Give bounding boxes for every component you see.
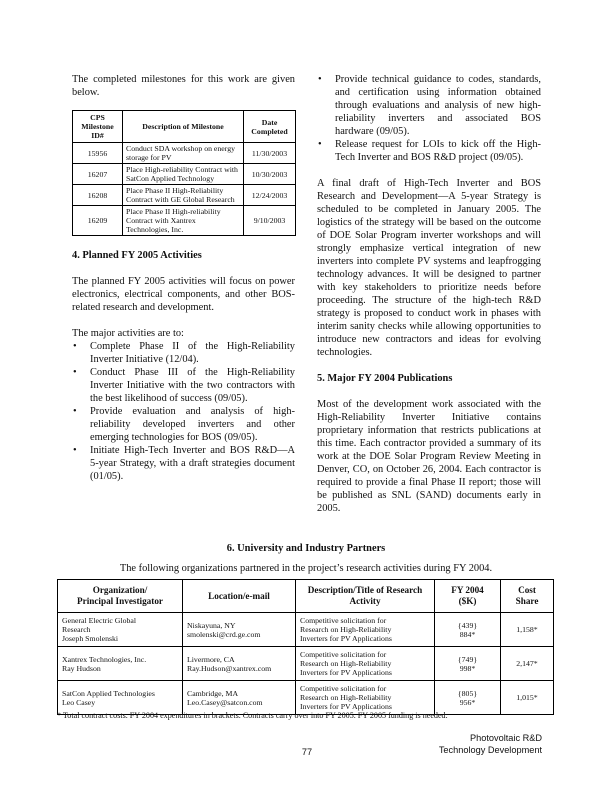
fy2004-header-line1: FY 2004 <box>451 585 484 595</box>
running-footer <box>439 733 542 756</box>
description-line: Inverters for PV Applications <box>300 702 392 711</box>
org-name: SatCon Applied Technologies <box>62 688 155 698</box>
table-row <box>73 143 296 164</box>
fy2004-expenditure: {749} <box>457 654 478 664</box>
org-name-continued: Research <box>62 625 91 634</box>
section4-heading: 4. Planned FY 2005 Activities <box>72 250 202 261</box>
fy2004-total: 884* <box>459 629 476 639</box>
email: Ray.Hudson@xantrex.com <box>187 663 272 673</box>
milestone-table <box>72 110 296 236</box>
milestone-description: Place Phase II High-Reliability Contract with GE Global Research <box>123 185 244 206</box>
org-header-line1: Organization/ <box>92 585 148 595</box>
org-cell <box>58 613 183 647</box>
description-line: Competitive solicitation for <box>300 684 387 693</box>
location-header: Location/e-mail <box>183 580 296 613</box>
org-name: General Electric Global <box>62 616 137 625</box>
milestone-id: 16207 <box>73 164 123 185</box>
fy2004-total: 956* <box>459 697 476 707</box>
email: Leo.Casey@satcon.com <box>187 697 263 707</box>
table-row <box>73 164 296 185</box>
description-line: Inverters for PV Applications <box>300 634 392 643</box>
milestone-description: Place Phase II High-reliability Contract with Xantrex Technologies, Inc. <box>123 206 244 236</box>
milestone-id-header: CPS Milestone ID# <box>73 111 123 143</box>
major-activities-intro: The major activities are to: <box>72 328 184 339</box>
principal-investigator: Ray Hudson <box>62 663 101 673</box>
cost-share-header-line2: Share <box>515 596 539 606</box>
cost-share-cell: 1,015* <box>501 681 554 715</box>
activities-list <box>72 340 295 483</box>
location-cell <box>183 681 296 715</box>
description-line: Research on High-Reliability <box>300 693 392 702</box>
fy2004-expenditure: {805} <box>457 688 478 698</box>
description-cell <box>296 613 435 647</box>
fy2004-header <box>435 580 501 613</box>
table-row <box>73 206 296 236</box>
table-footnote: * Total contract costs. FY 2004 expenditures in brackets. Contracts carry over into FY 2005. FY 2005 funding is needed. <box>57 711 448 720</box>
section6-heading: 6. University and Industry Partners <box>226 543 386 554</box>
description-header-line2: Activity <box>349 596 381 606</box>
org-header-line2: Principal Investigator <box>77 596 163 606</box>
list-item: • Complete Phase II of the High-Reliability Inverter Initiative (12/04). <box>72 340 295 366</box>
table-row <box>58 613 554 647</box>
fy2004-header-line2: ($K) <box>458 596 477 606</box>
table-row <box>58 647 554 681</box>
list-item: • Conduct Phase III of the High-Reliability Inverter Initiative with the two contractors with the best likelihood of success (09/05). <box>72 366 295 405</box>
principal-investigator: Leo Casey <box>62 697 96 707</box>
list-item: • Release request for LOIs to kick off the High-Tech Inverter and BOS R&D project (09/05). <box>317 138 541 164</box>
description-header <box>296 580 435 613</box>
location: Livermore, CA <box>187 654 235 664</box>
partners-table <box>57 579 554 715</box>
email: smolenski@crd.ge.com <box>187 629 261 639</box>
fy2004-cell <box>435 681 501 715</box>
location: Niskayuna, NY <box>187 620 236 630</box>
section5-paragraph: Most of the development work associated with the High-Reliability Inverter Initiative contains proprietary information that restricts publications at this time. Each contractor provided a summary of its work at the DOE Solar Program Review Meeting in Denver, CO, on October 26, 2004. Each contractor is required to provide a final Phase II report; those will be published as SNL (SAND) documents early in 2005. <box>317 399 541 514</box>
list-item: • Provide evaluation and analysis of high-reliability developed inverters and other emerging technologies for BOS (09/05). <box>72 405 295 444</box>
milestone-date: 10/30/2003 <box>244 164 296 185</box>
description-cell <box>296 681 435 715</box>
milestone-id: 15956 <box>73 143 123 164</box>
milestone-description: Conduct SDA workshop on energy storage for PV <box>123 143 244 164</box>
org-cell <box>58 681 183 715</box>
org-cell <box>58 647 183 681</box>
milestones-intro: The completed milestones for this work are given below. <box>72 74 295 98</box>
cost-share-header-line1: Cost <box>518 585 536 595</box>
section6-intro: The following organizations partnered in the project’s research activities during FY 2004. <box>119 563 493 574</box>
milestone-date: 12/24/2003 <box>244 185 296 206</box>
footer-line2: Technology Development <box>438 744 542 755</box>
page-number: 77 <box>301 747 313 757</box>
principal-investigator: Joseph Smolenski <box>62 634 119 643</box>
milestone-date: 9/10/2003 <box>244 206 296 236</box>
description-line: Research on High-Reliability <box>300 625 392 634</box>
fy2004-expenditure: {439} <box>457 620 478 630</box>
strategy-paragraph: A final draft of High-Tech Inverter and BOS Research and Development—A 5-year Strategy is scheduled to be completed in January 2005. The logistics of the strategy will be based on the outcome of DOE Solar Program inverter workshops and will strongly emphasize vertical integration of new inverters into complete PV systems and leapfrogging technology advances. It will be designed to partner with key stakeholders to prioritize needs before proceeding. The structure of the high-tech R&D strategy is proposed to conduct work in phases with interim sanity checks while allowing opportunities to introduce new contractors and ideas for evolving technologies. <box>317 178 541 358</box>
milestone-description: Place High-reliability Contract with SatCon Applied Technology <box>123 164 244 185</box>
location-cell <box>183 613 296 647</box>
cost-share-cell: 2,147* <box>501 647 554 681</box>
description-cell <box>296 647 435 681</box>
left-column <box>72 73 295 483</box>
right-column <box>317 73 541 515</box>
milestone-description-header: Description of Milestone <box>123 111 244 143</box>
milestone-date-header: Date Completed <box>244 111 296 143</box>
description-header-line1: Description/Title of Research <box>307 585 423 595</box>
section4-paragraph: The planned FY 2005 activities will focus on power electronics, electrical components, and other BOS-related research and development. <box>72 276 295 313</box>
fy2004-cell <box>435 647 501 681</box>
list-item: • Initiate High-Tech Inverter and BOS R&D—A 5-year Strategy, with a draft strategies document (01/05). <box>72 444 295 483</box>
footer-line1: Photovoltaic R&D <box>469 733 542 743</box>
description-line: Competitive solicitation for <box>300 650 387 659</box>
milestone-id: 16209 <box>73 206 123 236</box>
milestone-date: 11/30/2003 <box>244 143 296 164</box>
cost-share-header <box>501 580 554 613</box>
activities-list-continued <box>317 73 541 164</box>
description-line: Research on High-Reliability <box>300 659 392 668</box>
cost-share-cell: 1,158* <box>501 613 554 647</box>
location: Cambridge, MA <box>187 688 239 698</box>
milestone-id: 16208 <box>73 185 123 206</box>
location-cell <box>183 647 296 681</box>
table-row <box>58 681 554 715</box>
list-item: • Provide technical guidance to codes, standards, and certification using information obtained through evaluations and analysis of new high-reliability inverters and associated BOS hardware (09/05). <box>317 73 541 138</box>
org-header <box>58 580 183 613</box>
description-line: Competitive solicitation for <box>300 616 387 625</box>
fy2004-total: 998* <box>459 663 476 673</box>
org-name: Xantrex Technologies, Inc. <box>62 654 147 664</box>
table-row <box>73 185 296 206</box>
description-line: Inverters for PV Applications <box>300 668 392 677</box>
fy2004-cell <box>435 613 501 647</box>
section5-heading: 5. Major FY 2004 Publications <box>317 373 453 384</box>
